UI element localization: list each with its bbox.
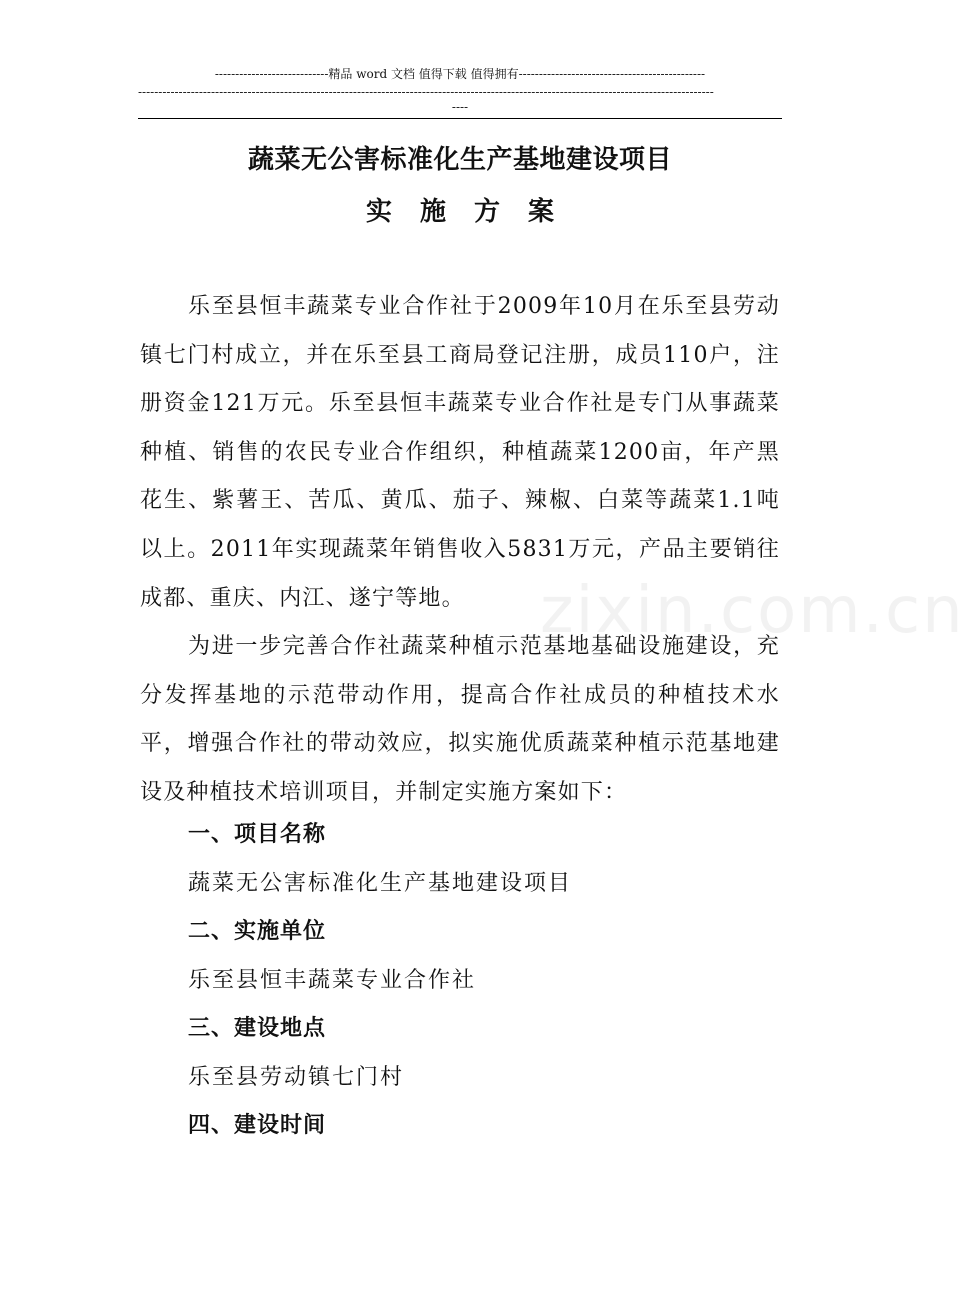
section-heading-unit: 二、实施单位: [188, 919, 327, 944]
header-rule: [138, 118, 782, 119]
section-heading-location: 三、建设地点: [188, 1016, 327, 1041]
section-heading-time: 四、建设时间: [188, 1113, 327, 1138]
section-content-location: 乐至县劳动镇七门村: [188, 1065, 405, 1090]
document-subtitle: 实施方案: [365, 197, 582, 227]
page-header-text: ----------------------------精品 word 文档 值得下载 值得拥有----------------------------------------------: [214, 67, 706, 81]
watermark: zixin.com.cn: [540, 574, 965, 648]
section-content-unit: 乐至县恒丰蔬菜专业合作社: [188, 968, 477, 993]
document-title: 蔬菜无公害标准化生产基地建设项目: [247, 145, 672, 175]
paragraph-purpose: 为进一步完善合作社蔬菜种植示范基地基础设施建设，充分发挥基地的示范带动作用，提高合作社成员的种植技术水平，增强合作社的带动效应，拟实施优质蔬菜种植示范基地建设及种植技术培训项目，并制定实施方案如下：: [140, 634, 780, 805]
page-header-dashes: ----------------------------------------------------------------------------------------------------------------------------------------------: [138, 85, 714, 99]
section-content-project-name: 蔬菜无公害标准化生产基地建设项目: [188, 871, 573, 896]
page-header-dashes-end: ----: [451, 100, 469, 114]
section-heading-project-name: 一、项目名称: [188, 822, 327, 847]
paragraph-intro: 乐至县恒丰蔬菜专业合作社于2009年10月在乐至县劳动镇七门村成立，并在乐至县工商局登记注册，成员110户，注册资金121万元。乐至县恒丰蔬菜专业合作社是专门从事蔬菜种植、销售的农民专业合作组织，种植蔬菜1200亩，年产黑花生、紫薯王、苦瓜、黄瓜、茄子、辣椒、白菜等蔬菜1.1吨以上。2011年实现蔬菜年销售收入5831万元，产品主要销往成都、重庆、内江、遂宁等地。: [140, 294, 780, 611]
